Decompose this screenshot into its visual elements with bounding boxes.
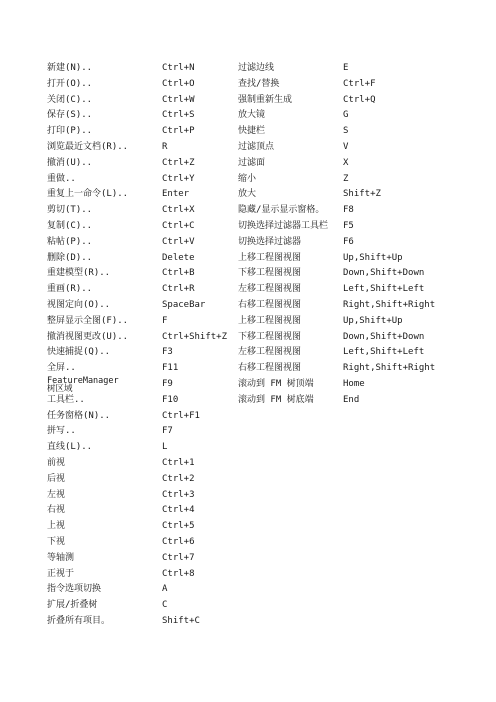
command-label: 后视 xyxy=(47,473,66,484)
command-label: 左移工程图视图 xyxy=(238,347,302,358)
shortcut-key: Ctrl+B xyxy=(162,268,195,279)
command-label: 下视 xyxy=(47,536,66,547)
shortcut-key: SpaceBar xyxy=(162,299,206,310)
command-label: 拼写.. xyxy=(47,426,76,437)
shortcut-key: Ctrl+7 xyxy=(162,552,195,563)
command-label: 隐藏/显示显示窗格。 xyxy=(238,205,325,216)
command-label: 右视 xyxy=(47,505,66,516)
shortcut-key: Right,Shift+Right xyxy=(343,363,436,374)
command-label: 过滤边线 xyxy=(238,63,275,73)
command-label: 视图定向(O).. xyxy=(47,299,111,310)
shortcut-key: Left,Shift+Left xyxy=(343,347,425,358)
shortcut-key: Ctrl+O xyxy=(162,78,195,89)
shortcut-key: F7 xyxy=(162,426,173,437)
shortcut-key: Left,Shift+Left xyxy=(343,284,425,295)
shortcut-key: Down,Shift+Down xyxy=(343,331,425,342)
shortcut-key: End xyxy=(343,394,360,405)
command-label: 快捷栏 xyxy=(238,126,266,137)
shortcut-key: F9 xyxy=(162,378,173,389)
command-label: 等轴测 xyxy=(47,552,75,563)
shortcut-key: Ctrl+P xyxy=(162,126,195,137)
shortcut-key: X xyxy=(343,157,349,168)
command-label: 关闭(C).. xyxy=(47,94,93,105)
command-label: 下移工程图视图 xyxy=(238,331,302,342)
command-label: 下移工程图视图 xyxy=(238,268,302,279)
shortcut-key: F3 xyxy=(162,347,173,358)
shortcut-key: L xyxy=(162,442,168,453)
shortcut-key: Ctrl+V xyxy=(162,236,195,247)
command-label: 过滤顶点 xyxy=(238,141,275,152)
command-label: 粘帖(P).. xyxy=(47,236,93,247)
command-label: 缩小 xyxy=(238,173,257,184)
shortcut-key: A xyxy=(162,584,168,595)
shortcut-key: Ctrl+F xyxy=(343,78,376,89)
shortcut-key: Ctrl+1 xyxy=(162,457,195,468)
command-label: 保存(S).. xyxy=(47,110,93,121)
command-label: 重做.. xyxy=(47,173,76,184)
shortcut-key: C xyxy=(162,600,168,611)
shortcut-key: Enter xyxy=(162,189,190,200)
command-label: 快速捕捉(Q).. xyxy=(47,347,111,358)
command-label: 折叠所有项目。 xyxy=(47,615,111,626)
command-label: 指令选项切换 xyxy=(47,584,102,595)
command-label: FeatureManager 树区域 xyxy=(47,375,119,394)
shortcut-key: R xyxy=(162,141,168,152)
command-label: 查找/替换 xyxy=(238,78,280,89)
command-label: 滚动到 FM 树顶端 xyxy=(238,378,314,389)
shortcut-key: Down,Shift+Down xyxy=(343,268,425,279)
shortcut-key: Ctrl+S xyxy=(162,110,195,121)
shortcut-key: Ctrl+8 xyxy=(162,568,195,579)
command-label: 滚动到 FM 树底端 xyxy=(238,394,314,405)
shortcut-key: Ctrl+Z xyxy=(162,157,195,168)
command-label: 前视 xyxy=(47,457,66,468)
command-label: 放大 xyxy=(238,189,257,200)
shortcut-key: Ctrl+W xyxy=(162,94,195,105)
shortcut-key: Ctrl+4 xyxy=(162,505,195,516)
command-label: 重画(R).. xyxy=(47,284,93,295)
command-label: 任务窗格(N).. xyxy=(47,410,111,421)
command-label: 过滤面 xyxy=(238,157,266,168)
shortcut-key: Ctrl+X xyxy=(162,205,195,216)
shortcut-key: Ctrl+Shift+Z xyxy=(162,331,228,342)
shortcut-key: Ctrl+6 xyxy=(162,536,195,547)
command-label: 撤消视图更改(U).. xyxy=(47,331,129,342)
command-label: 右移工程图视图 xyxy=(238,363,302,374)
shortcut-key: Right,Shift+Right xyxy=(343,299,436,310)
shortcut-key: Ctrl+F1 xyxy=(162,410,200,421)
shortcut-key: Delete xyxy=(162,252,195,263)
command-label: 全屏.. xyxy=(47,363,76,374)
command-label: 新建(N).. xyxy=(47,63,93,73)
shortcut-key: Shift+Z xyxy=(343,189,381,200)
command-label: 强制重新生成 xyxy=(238,94,293,105)
command-label: 扩展/折叠树 xyxy=(47,600,98,611)
shortcut-key: F5 xyxy=(343,220,354,231)
shortcut-key: Ctrl+Y xyxy=(162,173,195,184)
command-label: 上移工程图视图 xyxy=(238,252,302,263)
shortcut-key: F8 xyxy=(343,205,354,216)
command-label: 浏览最近文档(R).. xyxy=(47,141,129,152)
shortcut-key: E xyxy=(343,63,349,73)
command-label: 切换选择过滤器工具栏 xyxy=(238,220,329,231)
shortcut-key: F xyxy=(162,315,168,326)
shortcut-key: Shift+C xyxy=(162,615,200,626)
shortcut-key: Z xyxy=(343,173,349,184)
shortcut-key: Home xyxy=(343,378,365,389)
shortcut-key: F6 xyxy=(343,236,354,247)
shortcut-key: Ctrl+3 xyxy=(162,489,195,500)
command-label: 删除(D).. xyxy=(47,252,93,263)
command-label: 上视 xyxy=(47,521,66,532)
command-label: 上移工程图视图 xyxy=(238,315,302,326)
shortcut-key: Ctrl+R xyxy=(162,284,195,295)
shortcut-key: Ctrl+Q xyxy=(343,94,376,105)
command-label: 左移工程图视图 xyxy=(238,284,302,295)
command-label: 撤消(U).. xyxy=(47,157,93,168)
shortcut-key: Up,Shift+Up xyxy=(343,252,403,263)
shortcut-key: Ctrl+N xyxy=(162,63,195,73)
command-label: 工具栏.. xyxy=(47,394,85,405)
shortcut-key: Ctrl+2 xyxy=(162,473,195,484)
command-label: 整屏显示全图(F).. xyxy=(47,315,129,326)
shortcut-key: S xyxy=(343,126,349,137)
shortcut-key: Ctrl+5 xyxy=(162,521,195,532)
command-label: 放大镜 xyxy=(238,110,266,121)
command-label: 左视 xyxy=(47,489,66,500)
shortcut-key: F11 xyxy=(162,363,179,374)
shortcut-key: F10 xyxy=(162,394,179,405)
command-label: 重复上一命令(L).. xyxy=(47,189,129,200)
command-label: 打印(P).. xyxy=(47,126,93,137)
shortcut-key: Up,Shift+Up xyxy=(343,315,403,326)
shortcut-key: V xyxy=(343,141,349,152)
command-label: 打开(O).. xyxy=(47,78,93,89)
command-label: 切换选择过滤器 xyxy=(238,236,302,247)
command-label: 直线(L).. xyxy=(47,442,93,453)
shortcut-key: Ctrl+C xyxy=(162,220,195,231)
shortcut-key: G xyxy=(343,110,349,121)
command-label: 复制(C).. xyxy=(47,220,93,231)
command-label: 右移工程图视图 xyxy=(238,299,302,310)
command-label: 剪切(T).. xyxy=(47,205,93,216)
command-label: 重建模型(R).. xyxy=(47,268,111,279)
command-label: 正视于 xyxy=(47,568,75,579)
